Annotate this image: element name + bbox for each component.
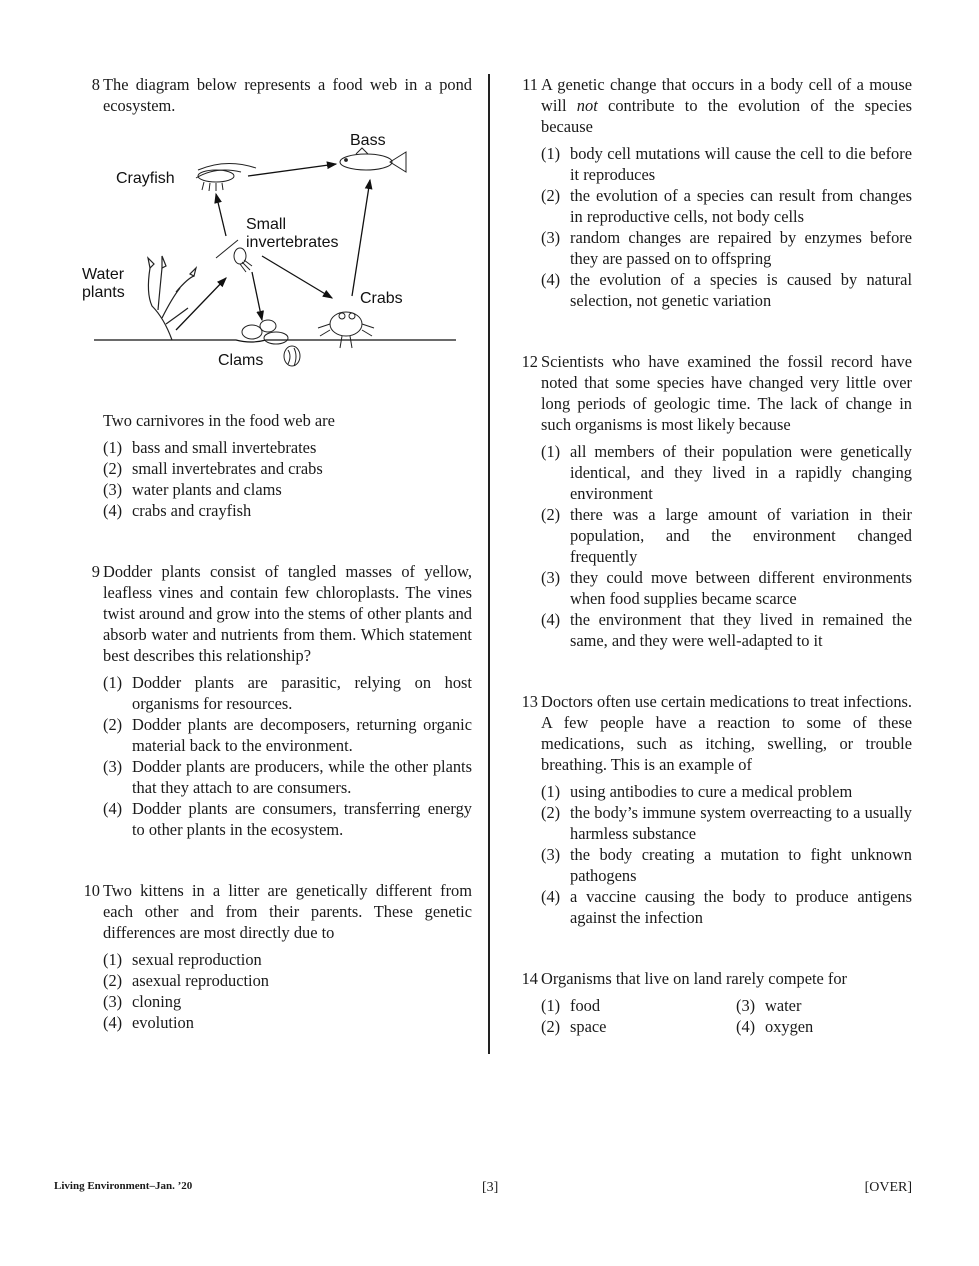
option-label: (4): [103, 799, 123, 818]
option-text: Dodder plants are decomposers, returning organic material back to the environment.: [132, 715, 472, 755]
question-stem: [541, 74, 912, 137]
option-label: (1): [541, 996, 561, 1015]
question-11: [514, 74, 912, 311]
answer-option[interactable]: [103, 672, 472, 714]
option-label: (1): [103, 438, 123, 457]
label-crabs: Crabs: [360, 290, 403, 307]
answer-option[interactable]: [541, 567, 912, 609]
option-text: the body creating a mutation to fight unknown pathogens: [570, 845, 912, 885]
option-text: the body’s immune system overreacting to a usually harmless substance: [570, 803, 912, 843]
answer-option[interactable]: [541, 269, 912, 311]
label-bass: Bass: [350, 132, 386, 149]
pond-floor-line: [94, 340, 456, 342]
answer-option[interactable]: [541, 441, 912, 504]
answer-options: [541, 781, 912, 928]
option-text: they could move between different environments when food supplies became scarce: [570, 568, 912, 608]
answer-option[interactable]: [541, 1016, 736, 1037]
option-label: (2): [541, 186, 561, 205]
option-text: Dodder plants are parasitic, relying on host organisms for resources.: [132, 673, 472, 713]
question-number: 11: [522, 75, 538, 94]
question-13: [514, 691, 912, 928]
option-text: cloning: [132, 992, 182, 1011]
option-text: Dodder plants are producers, while the other plants that they attach to are consumers.: [132, 757, 472, 797]
question-stem: The diagram below represents a food web in a pond ecosystem.: [103, 75, 472, 115]
question-12: [514, 351, 912, 651]
option-text: random changes are repaired by enzymes before they are passed on to offspring: [570, 228, 912, 268]
option-text: bass and small invertebrates: [132, 438, 317, 457]
stem-text: contribute to the evolution of the species because: [541, 96, 912, 136]
option-label: (3): [103, 480, 123, 499]
question-stem: Organisms that live on land rarely compete for: [541, 969, 848, 988]
option-text: sexual reproduction: [132, 950, 262, 969]
answer-option[interactable]: [103, 756, 472, 798]
option-label: (2): [103, 715, 123, 734]
answer-option[interactable]: [736, 995, 912, 1016]
answer-option[interactable]: [541, 609, 912, 651]
answer-option[interactable]: [541, 802, 912, 844]
over-indicator: [OVER]: [864, 1180, 912, 1195]
answer-option[interactable]: [103, 458, 472, 479]
option-label: (4): [103, 1013, 123, 1032]
page-number: [3]: [482, 1180, 499, 1195]
arrow-invertebrates-to-clams: [252, 272, 262, 320]
answer-options: [541, 995, 912, 1037]
label-small-invertebrates-line1: Small: [246, 216, 287, 233]
option-label: (3): [541, 228, 561, 247]
question-stem: Two kittens in a litter are genetically different from each other and from their parents. These genetic differences are most directly due to: [103, 881, 472, 942]
option-text: space: [570, 1017, 607, 1036]
label-clams: Clams: [218, 352, 264, 369]
answer-options: [103, 672, 472, 840]
option-label: (4): [541, 270, 561, 289]
option-text: food: [570, 996, 601, 1015]
option-label: (4): [103, 501, 123, 520]
label-crayfish: Crayfish: [116, 170, 175, 187]
question-8: [76, 74, 472, 521]
question-14: [514, 968, 912, 1037]
option-label: (3): [736, 996, 756, 1015]
arrow-invertebrates-to-crabs: [262, 256, 332, 298]
option-text: crabs and crayfish: [132, 501, 252, 520]
option-label: (1): [103, 950, 123, 969]
option-text: oxygen: [765, 1017, 814, 1036]
left-column: [76, 74, 472, 1033]
option-text: water: [765, 996, 802, 1015]
option-label: (2): [541, 1017, 561, 1036]
label-small-invertebrates-line2: invertebrates: [246, 234, 339, 251]
answer-option[interactable]: [103, 970, 472, 991]
option-label: (2): [103, 971, 123, 990]
stem-text: A genetic change that occurs in a body cell of a mouse will: [541, 75, 912, 115]
question-stem: Dodder plants consist of tangled masses of yellow, leafless vines and contain few chloroplasts. The vines twist around and grow into the stems of other plants and absorb water and nutrients from them. Which statement best describes this relationship?: [103, 562, 472, 665]
answer-option[interactable]: [541, 781, 912, 802]
answer-options: [103, 949, 472, 1033]
food-web-drawing: [76, 128, 472, 388]
option-label: (3): [541, 568, 561, 587]
arrow-invertebrates-to-crayfish: [216, 194, 226, 236]
option-label: (4): [736, 1017, 756, 1036]
option-text: small invertebrates and crabs: [132, 459, 323, 478]
question-stem: Scientists who have examined the fossil record have noted that some species have changed very little over long periods of geologic time. The lack of change in such organisms is most likely because: [541, 352, 912, 434]
arrow-crabs-to-bass: [352, 180, 370, 296]
answer-option[interactable]: [103, 798, 472, 840]
option-label: (1): [103, 673, 123, 692]
option-text: asexual reproduction: [132, 971, 269, 990]
option-label: (3): [103, 757, 123, 776]
option-text: the evolution of a species is caused by natural selection, not genetic variation: [570, 270, 912, 310]
answer-option[interactable]: [541, 844, 912, 886]
question-number: 13: [521, 692, 538, 711]
answer-option[interactable]: [103, 437, 472, 458]
option-label: (4): [541, 887, 561, 906]
option-label: (4): [541, 610, 561, 629]
exam-title: Living Environment–Jan. ’20: [54, 1180, 193, 1192]
column-divider: [488, 74, 490, 1054]
option-text: Dodder plants are consumers, transferring energy to other plants in the ecosystem.: [132, 799, 472, 839]
arrow-crayfish-to-bass: [248, 164, 336, 176]
option-text: using antibodies to cure a medical problem: [570, 782, 853, 801]
arrow-plants-to-invertebrates: [176, 278, 226, 330]
answer-option[interactable]: [103, 500, 472, 521]
option-text: the environment that they lived in remained the same, and they were well-adapted to it: [570, 610, 912, 650]
question-number: 10: [83, 881, 100, 900]
answer-option[interactable]: [541, 143, 912, 185]
option-text: all members of their population were genetically identical, and they lived in a rapidly changing environment: [570, 442, 912, 503]
answer-options: [541, 143, 912, 311]
option-label: (1): [541, 782, 561, 801]
answer-option[interactable]: [541, 185, 912, 227]
label-water-plants-line1: Water: [82, 266, 125, 283]
crayfish-icon: [196, 163, 256, 191]
answer-option[interactable]: [736, 1016, 912, 1037]
question-number: 12: [521, 352, 538, 371]
crab-icon: [318, 312, 374, 348]
option-label: (2): [541, 505, 561, 524]
answer-option[interactable]: [103, 1012, 472, 1033]
option-text: a vaccine causing the body to produce antigens against the infection: [570, 887, 912, 927]
label-water-plants-line2: plants: [82, 284, 125, 301]
answer-option[interactable]: [541, 995, 736, 1016]
answer-option[interactable]: [103, 714, 472, 756]
answer-options: [103, 437, 472, 521]
option-text: there was a large amount of variation in their population, and the environment changed frequently: [570, 505, 912, 566]
question-number: 8: [91, 75, 100, 94]
food-web-diagram: [76, 128, 472, 388]
answer-option[interactable]: [103, 949, 472, 970]
answer-option[interactable]: [541, 886, 912, 928]
option-text: body cell mutations will cause the cell to die before it reproduces: [570, 144, 912, 184]
answer-option[interactable]: [541, 227, 912, 269]
option-text: evolution: [132, 1013, 194, 1032]
bass-icon: [340, 148, 406, 172]
option-label: (1): [541, 144, 561, 163]
option-label: (3): [103, 992, 123, 1011]
option-label: (2): [541, 803, 561, 822]
option-text: water plants and clams: [132, 480, 282, 499]
question-9: [76, 561, 472, 840]
question-number: 14: [521, 969, 538, 988]
option-label: (3): [541, 845, 561, 864]
question-number: 9: [91, 562, 100, 581]
water-plants-icon: [148, 256, 196, 340]
question-sub-stem: Two carnivores in the food web are: [103, 411, 335, 430]
option-label: (2): [103, 459, 123, 478]
stem-emphasis: not: [576, 96, 598, 115]
question-stem: Doctors often use certain medications to treat infections. A few people have a reaction to some of these medications, such as itching, swelling, or trouble breathing. This is an example of: [541, 692, 912, 774]
question-10: [76, 880, 472, 1033]
option-label: (1): [541, 442, 561, 461]
answer-option[interactable]: [103, 991, 472, 1012]
option-text: the evolution of a species can result from changes in reproductive cells, not body cells: [570, 186, 912, 226]
right-column: [514, 74, 912, 1037]
answer-option[interactable]: [103, 479, 472, 500]
answer-option[interactable]: [541, 504, 912, 567]
answer-options: [541, 441, 912, 651]
